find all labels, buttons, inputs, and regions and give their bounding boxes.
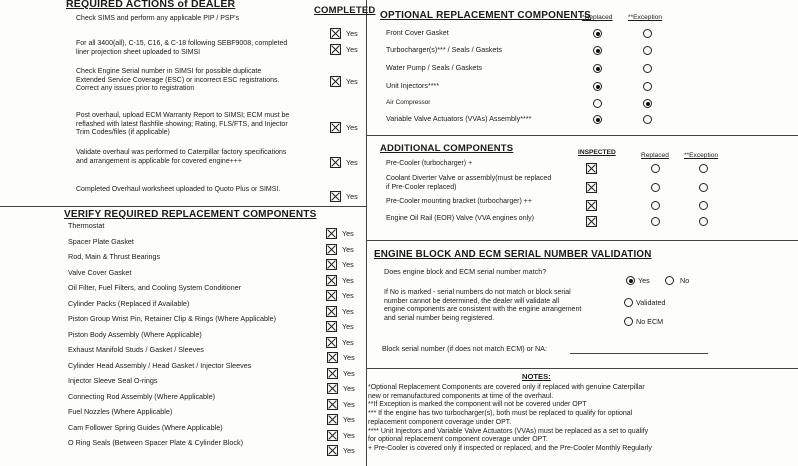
note-line: for optional replacement component coverage under OPT.	[368, 436, 548, 444]
dealer-action-line: Correct any issues prior to registration	[76, 85, 195, 93]
section-rule	[366, 135, 798, 136]
ecm-no-explanation-line: number cannot be determined, the dealer will validate all	[384, 297, 560, 305]
note-line: **** Unit Injectors and Variable Valve Actuators (VVAs) must be replaced as a set to qualify	[368, 427, 649, 435]
ecm-question: Does engine block and ECM serial number match?	[384, 267, 547, 276]
dealer-action-line: and arrangement is applicable for covered engine+++	[76, 157, 242, 165]
dealer-action-line: liner projection sheet uploaded to SIMSI	[76, 48, 201, 56]
verify-checkbox[interactable]	[326, 259, 337, 270]
verify-yes-label: Yes	[343, 430, 355, 440]
replaced-column-label: *Replaced	[582, 14, 613, 21]
dealer-action-item	[76, 149, 286, 166]
note-line: *** If the engine has two turbocharger(s), both must be replaced to qualify for optional	[368, 410, 633, 418]
dealer-action-item	[76, 40, 287, 57]
optional-exception-radio[interactable]	[643, 82, 652, 91]
verify-checkbox[interactable]	[327, 368, 338, 379]
optional-replaced-radio[interactable]	[593, 99, 602, 108]
inspected-checkbox[interactable]	[586, 200, 597, 211]
ecm-no-explanation-line: If No is marked - serial numbers do not match or block serial	[384, 289, 571, 296]
dealer-action-line: reflashed with latest flashfile showing; Rating, FLS/FTS, and Injector	[76, 120, 288, 128]
section-rule	[0, 206, 366, 207]
verify-checkbox[interactable]	[327, 383, 338, 394]
dealer-action-line: For all 3400(all), C-15, C16, & C-18 following SEBF9008, completed	[76, 40, 288, 47]
verify-yes-label: Yes	[343, 353, 355, 362]
ecm-no-radio[interactable]	[665, 276, 674, 285]
verify-yes-label: Yes	[343, 446, 355, 455]
verify-component-label: Cylinder Packs (Replaced if Available)	[68, 298, 190, 308]
verify-checkbox[interactable]	[327, 399, 338, 410]
additional-component-line: Engine Oil Rail (EOR) Valve (VVA engines only)	[386, 215, 534, 222]
optional-replaced-radio[interactable]	[593, 115, 602, 124]
verify-checkbox[interactable]	[327, 352, 338, 363]
verify-component-label: Thermostat	[68, 221, 105, 230]
optional-component-label: Turbocharger(s)*** / Seals / Gaskets	[386, 45, 502, 54]
optional-component-label: Air Compressor	[386, 99, 431, 106]
verify-component-label: Cylinder Head Assembly / Head Gasket / Injector Sleeves	[68, 360, 252, 370]
additional-component-line: Coolant Diverter Valve or assembly(must be replaced	[386, 175, 552, 182]
verify-checkbox[interactable]	[326, 275, 337, 286]
additional-component-item	[386, 198, 532, 207]
verify-yes-label: Yes	[342, 229, 354, 238]
verify-component-label: Spacer Plate Gasket	[68, 236, 134, 246]
validated-label: Validated	[636, 298, 666, 307]
completed-header: COMPLETED	[314, 5, 376, 16]
verify-component-label: Injector Sleeve Seal O-rings	[68, 376, 158, 385]
additional-exception-radio[interactable]	[699, 201, 708, 210]
section-rule	[366, 240, 798, 241]
verify-component-label: Piston Group Wrist Pin, Retainer Clip & Rings (Where Applicable)	[68, 314, 276, 323]
ecm-no-label: No	[680, 276, 690, 285]
dealer-action-item	[76, 186, 280, 195]
optional-components-header: OPTIONAL REPLACEMENT COMPONENTS	[380, 10, 592, 21]
inspected-checkbox[interactable]	[586, 163, 597, 174]
dealer-action-item	[76, 15, 239, 24]
verify-yes-label: Yes	[343, 384, 355, 393]
verify-yes-label: Yes	[342, 275, 354, 285]
dealer-action-line: Check SIMS and perform any applicable PIP / PSP's	[76, 15, 240, 22]
note-line: **If Exception is marked the component will not be covered under OPT	[368, 401, 587, 409]
dealer-action-item	[76, 68, 279, 94]
optional-exception-radio[interactable]	[643, 115, 652, 124]
optional-component-label: Front Cover Gasket	[386, 28, 449, 37]
optional-replaced-radio[interactable]	[593, 29, 602, 38]
section-rule	[366, 368, 798, 369]
verify-checkbox[interactable]	[327, 414, 338, 425]
additional-component-line: if Pre-Cooler replaced)	[386, 183, 457, 191]
verify-yes-label: Yes	[342, 291, 354, 300]
verify-component-label: Piston Body Assembly (Where Applicable)	[68, 329, 202, 339]
optional-replaced-radio[interactable]	[593, 82, 602, 91]
additional-component-item	[386, 160, 472, 169]
completed-yes-label: Yes	[346, 77, 358, 86]
completed-checkbox[interactable]	[330, 44, 341, 55]
note-line: new or remanufactured components at time of the overhaul.	[368, 392, 554, 400]
verify-component-label: Connecting Rod Assembly (Where Applicable)	[68, 391, 216, 401]
completed-yes-label: Yes	[346, 192, 358, 201]
verify-yes-label: Yes	[342, 306, 354, 316]
completed-yes-label: Yes	[346, 29, 358, 38]
additional-component-item	[386, 215, 534, 224]
ecm-validation-header: ENGINE BLOCK AND ECM SERIAL NUMBER VALIDATION	[374, 249, 652, 260]
additional-replaced-radio[interactable]	[651, 183, 660, 192]
completed-checkbox[interactable]	[330, 76, 341, 87]
dealer-actions-header: REQUIRED ACTIONS of DEALER	[66, 0, 236, 10]
optional-replaced-radio[interactable]	[593, 64, 602, 73]
verify-checkbox[interactable]	[326, 290, 337, 301]
optional-component-label: Unit Injectors****	[386, 81, 440, 90]
additional-exception-radio[interactable]	[699, 217, 708, 226]
optional-exception-radio[interactable]	[643, 46, 652, 55]
block-serial-label: Block serial number (if does not match ECM) or NA:	[382, 344, 547, 353]
ecm-yes-radio[interactable]	[626, 276, 635, 285]
completed-yes-label: Yes	[346, 123, 358, 132]
completed-checkbox[interactable]	[330, 28, 341, 39]
no-ecm-radio[interactable]	[624, 317, 633, 326]
inspected-checkbox[interactable]	[586, 182, 597, 193]
optional-exception-radio[interactable]	[643, 29, 652, 38]
notes-header: NOTES:	[522, 372, 551, 381]
no-ecm-label: No ECM	[636, 317, 664, 326]
additional-replaced-radio[interactable]	[651, 201, 660, 210]
ecm-no-explanation	[384, 289, 581, 323]
verify-checkbox[interactable]	[326, 306, 337, 317]
completed-checkbox[interactable]	[330, 122, 341, 133]
verify-checkbox[interactable]	[326, 228, 337, 239]
ecm-no-explanation-line: engine components are consistent with the engine arrangement	[384, 306, 582, 314]
optional-exception-radio[interactable]	[643, 64, 652, 73]
dealer-action-line: Post overhaul, upload ECM Warranty Report to SIMSI; ECM must be	[76, 112, 290, 119]
verify-yes-label: Yes	[342, 244, 354, 254]
replaced-column-label-2: Replaced	[641, 152, 669, 159]
optional-component-label: Variable Valve Actuators (VVAs) Assembly****	[386, 114, 532, 123]
additional-exception-radio[interactable]	[699, 164, 708, 173]
verify-component-label: Valve Cover Gasket	[68, 267, 132, 277]
verify-checkbox[interactable]	[326, 321, 337, 332]
additional-exception-radio[interactable]	[699, 183, 708, 192]
dealer-action-item	[76, 112, 289, 138]
optional-component-label: Water Pump / Seals / Gaskets	[386, 63, 482, 72]
dealer-action-line: Trim Codes/files (if applicable)	[76, 129, 170, 137]
verify-component-label: Oil Filter, Fuel Filters, and Cooling System Conditioner	[68, 283, 241, 292]
verify-yes-label: Yes	[343, 399, 355, 409]
verify-yes-label: Yes	[343, 368, 355, 378]
verify-component-label: Rod, Main & Thrust Bearings	[68, 252, 161, 261]
verify-checkbox[interactable]	[326, 244, 337, 255]
verify-component-label: Cam Follower Spring Guides (Where Applicable)	[68, 422, 223, 432]
additional-component-line: Pre-Cooler (turbocharger) +	[386, 160, 473, 167]
verify-yes-label: Yes	[343, 415, 355, 424]
exception-column-label: **Exception	[628, 14, 663, 21]
completed-yes-label: Yes	[346, 158, 358, 167]
dealer-action-line: Check Engine Serial number in SIMSI for possible duplicate	[76, 68, 262, 75]
dealer-action-line: Completed Overhaul worksheet uploaded to Quoto Plus or SIMSI.	[76, 186, 281, 193]
optional-replaced-radio[interactable]	[593, 46, 602, 55]
additional-component-line: Pre-Cooler mounting bracket (turbocharger) ++	[386, 198, 532, 205]
verify-component-label: O Ring Seals (Between Spacer Plate & Cylinder Block)	[68, 438, 243, 447]
optional-exception-radio[interactable]	[643, 99, 652, 108]
ecm-yes-label: Yes	[638, 276, 650, 285]
verify-checkbox[interactable]	[327, 430, 338, 441]
dealer-action-line: Extended Service Coverage (ESC) or incorrect ESC registrations.	[76, 76, 280, 84]
exception-column-label-2: **Exception	[684, 152, 719, 159]
dealer-action-line: Validate overhaul was performed to Caterpillar factory specifications	[76, 149, 287, 156]
block-serial-input[interactable]	[570, 353, 708, 354]
completed-yes-label: Yes	[346, 45, 358, 54]
verify-component-label: Exhaust Manifold Studs / Gasket / Sleeves	[68, 345, 204, 354]
verify-yes-label: Yes	[342, 322, 354, 331]
verify-components-header: VERIFY REQUIRED REPLACEMENT COMPONENTS	[64, 209, 317, 220]
validated-radio[interactable]	[624, 298, 633, 307]
additional-replaced-radio[interactable]	[651, 164, 660, 173]
ecm-no-explanation-line: and serial number being registered.	[384, 314, 495, 322]
additional-replaced-radio[interactable]	[651, 217, 660, 226]
verify-yes-label: Yes	[342, 337, 354, 347]
completed-checkbox[interactable]	[330, 191, 341, 202]
verify-yes-label: Yes	[342, 260, 354, 269]
inspected-column-label: INSPECTED	[578, 149, 616, 156]
verify-checkbox[interactable]	[327, 445, 338, 456]
completed-checkbox[interactable]	[330, 157, 341, 168]
note-line: *Optional Replacement Components are covered only if replaced with genuine Caterpillar	[368, 384, 645, 391]
verify-component-label: Fuel Nozzles (Where Applicable)	[68, 407, 173, 416]
note-line: + Pre-Cooler is covered only if inspected or replaced, and the Pre-Cooler Monthly Regularly	[368, 444, 652, 452]
inspected-checkbox[interactable]	[586, 216, 597, 227]
note-line: replacement component coverage under OPT.	[368, 418, 512, 426]
notes-list	[368, 384, 652, 454]
additional-component-item	[386, 175, 551, 192]
verify-checkbox[interactable]	[326, 337, 337, 348]
additional-components-header: ADDITIONAL COMPONENTS	[380, 143, 514, 154]
column-divider	[366, 0, 367, 466]
